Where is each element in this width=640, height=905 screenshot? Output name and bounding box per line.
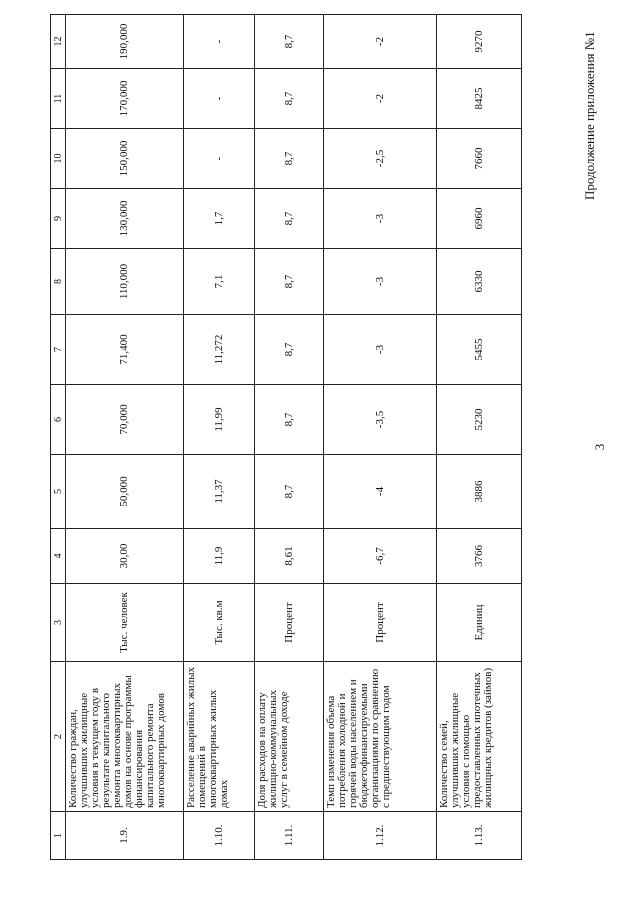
value-cell: 190,000 [66,15,184,69]
value-cell: 6960 [437,189,522,249]
header-row [51,15,66,860]
value-cell: -3 [324,189,437,249]
value-cell: 11,272 [184,315,255,385]
value-cell: -2,5 [324,129,437,189]
value-cell: 5230 [437,385,522,455]
header-cell: 2 [51,662,66,812]
table-row [184,15,255,860]
value-cell: 6330 [437,249,522,315]
indicator-name: Количество семей, улучшивших жилищные условия с помощью предоставленных ипотечных жилищных кредитов (займов) [437,662,522,812]
value-cell: -3 [324,249,437,315]
header-cell: 5 [51,455,66,529]
value-cell: 3886 [437,455,522,529]
value-cell: 71,400 [66,315,184,385]
table-row [66,15,184,860]
value-cell: -2 [324,69,437,129]
indicators-table [50,14,522,860]
header-cell: 4 [51,529,66,584]
value-cell: 170,000 [66,69,184,129]
row-number: 1.12. [324,812,437,860]
indicator-name: Расселение аварийных жилых помещений в многоквартирных жилых домах [184,662,255,812]
value-cell: 8,7 [255,455,324,529]
value-cell: 8425 [437,69,522,129]
value-cell: 8,7 [255,69,324,129]
value-cell: 110,000 [66,249,184,315]
header-cell: 1 [51,812,66,860]
header-cell: 6 [51,385,66,455]
value-cell: 8,7 [255,385,324,455]
row-number: 1.10. [184,812,255,860]
unit-cell: Единиц [437,584,522,662]
indicator-name: Доля расходов на оплату жилищно-коммунальных услуг в семейном доходе [255,662,324,812]
header-cell: 10 [51,129,66,189]
indicator-name: Количество граждан, улучшивших жилищные условия в текущем году в результате капитального ремонта многоквартирных домов на основе программы финансирования капитального ремонта многоквартирных домов [66,662,184,812]
value-cell: 150,000 [66,129,184,189]
header-cell: 11 [51,69,66,129]
unit-cell: Тыс. кв.м [184,584,255,662]
value-cell: 8,7 [255,249,324,315]
value-cell: 3766 [437,529,522,584]
header-cell: 12 [51,15,66,69]
header-cell: 3 [51,584,66,662]
value-cell: -2 [324,15,437,69]
rotated-page [50,23,615,860]
value-cell: 8,7 [255,129,324,189]
value-cell: - [184,69,255,129]
value-cell: 8,7 [255,15,324,69]
value-cell: 30,00 [66,529,184,584]
table-row [437,15,522,860]
table-row [324,15,437,860]
value-cell: 1,7 [184,189,255,249]
value-cell: 7,1 [184,249,255,315]
value-cell: -6,7 [324,529,437,584]
value-cell: 8,7 [255,315,324,385]
value-cell: -3,5 [324,385,437,455]
value-cell: - [184,129,255,189]
value-cell: 11,99 [184,385,255,455]
indicator-name: Темп изменения объема потребления холодной и горячей воды населением и бюджетофинансируемыми организациями по сравнению с предшествующим годом [324,662,437,812]
value-cell: 11,37 [184,455,255,529]
page-number: 3 [592,443,607,451]
value-cell: 130,000 [66,189,184,249]
value-cell: -4 [324,455,437,529]
unit-cell: Процент [255,584,324,662]
table-row [255,15,324,860]
value-cell: 8,61 [255,529,324,584]
value-cell: - [184,15,255,69]
appendix-title: Продолжение приложения №1 [582,31,597,200]
value-cell: 70,000 [66,385,184,455]
value-cell: 7660 [437,129,522,189]
header-cell: 9 [51,189,66,249]
row-number: 1.9. [66,812,184,860]
value-cell: 5455 [437,315,522,385]
value-cell: -3 [324,315,437,385]
row-number: 1.13. [437,812,522,860]
unit-cell: Тыс. человек [66,584,184,662]
value-cell: 50,000 [66,455,184,529]
value-cell: 11,9 [184,529,255,584]
row-number: 1.11. [255,812,324,860]
header-cell: 8 [51,249,66,315]
header-cell: 7 [51,315,66,385]
value-cell: 8,7 [255,189,324,249]
unit-cell: Процент [324,584,437,662]
value-cell: 9270 [437,15,522,69]
